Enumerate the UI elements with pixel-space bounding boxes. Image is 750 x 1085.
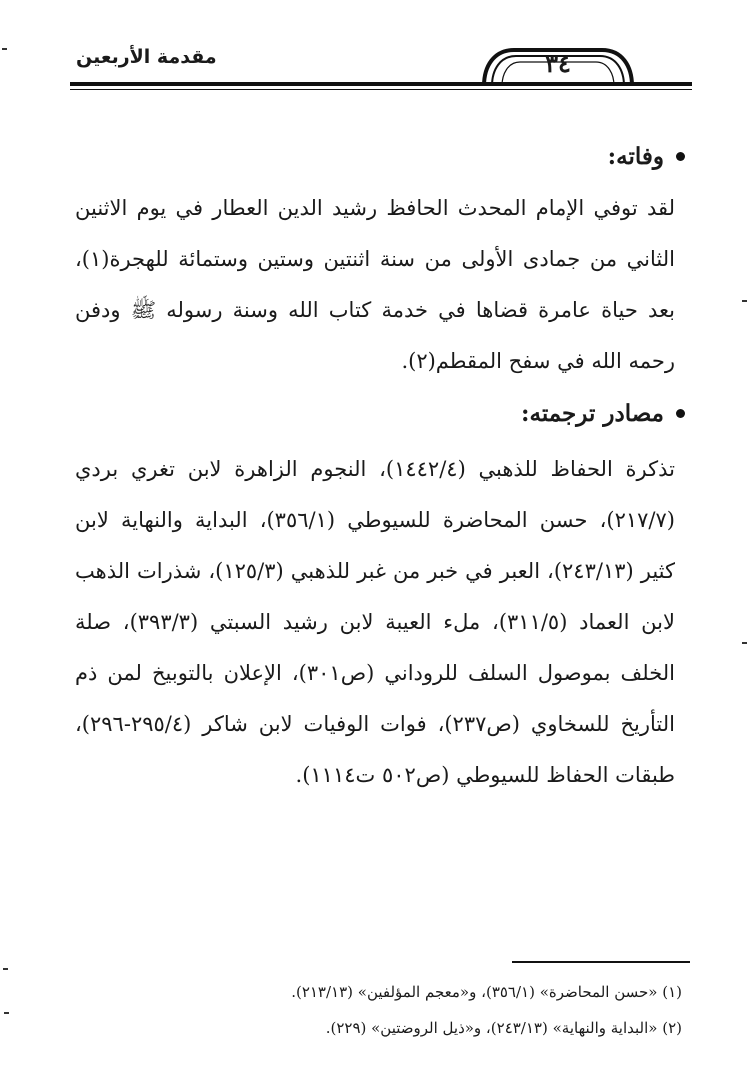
section-heading-death [608,143,685,170]
scan-mark [4,1012,9,1014]
footnote-1: (١) «حسن المحاضرة» (٣٥٦/١)، و«معجم المؤلفين» (٢١٣/١٣). [291,983,682,1001]
footnote-2: (٢) «البداية والنهاية» (٢٤٣/١٣)، و«ذيل الروضتين» (٢٢٩). [325,1019,682,1037]
paragraph-death: لقد توفي الإمام المحدث الحافظ رشيد الدين العطار في يوم الاثنين الثاني من جمادى الأولى من سنة اثنتين وستين وستمائة للهجرة(١)، بعد حياة عامرة قضاها في خدمة كتاب الله وسنة رسوله ﷺ ودفن رحمه الله في سفح المقطم(٢). [75,196,675,373]
scan-mark [742,642,747,644]
scan-mark [2,48,7,50]
section-heading-sources [521,400,685,427]
page-header [70,44,692,94]
paragraph-sources: تذكرة الحفاظ للذهبي (١٤٤٢/٤)، النجوم الزاهرة لابن تغري بردي (٢١٧/٧)، حسن المحاضرة للسيوطي (٣٥٦/١)، البداية والنهاية لابن كثير (٢٤٣/١٣)، العبر في خبر من غبر للذهبي (١٢٥/٣)، شذرات الذهب لابن العماد (٣١١/٥)، ملء العيبة لابن رشيد السبتي (٣٩٣/٣)، صلة الخلف بموصول السلف للروداني (ص٣٠١)، الإعلان بالتوبيخ لمن ذم التأريخ للسخاوي (ص٢٣٧)، فوات الوفيات لابن شاكر (٢٩٥/٤-٢٩٦)، طبقات الحفاظ للسيوطي (ص٥٠٢ ت١١١٤). [75,457,675,787]
section-heading-text: وفاته: [607,143,664,170]
header-rule [70,82,692,86]
bullet-icon [676,409,685,418]
scan-mark [742,300,747,302]
running-title: مقدمة الأربعين [76,46,217,68]
scan-mark [3,968,8,970]
footnote-separator [512,961,690,963]
header-rule-thin [70,89,692,90]
page-number: ٣٤ [545,49,571,78]
section-heading-text: مصادر ترجمته: [521,400,664,427]
bullet-icon [676,152,685,161]
